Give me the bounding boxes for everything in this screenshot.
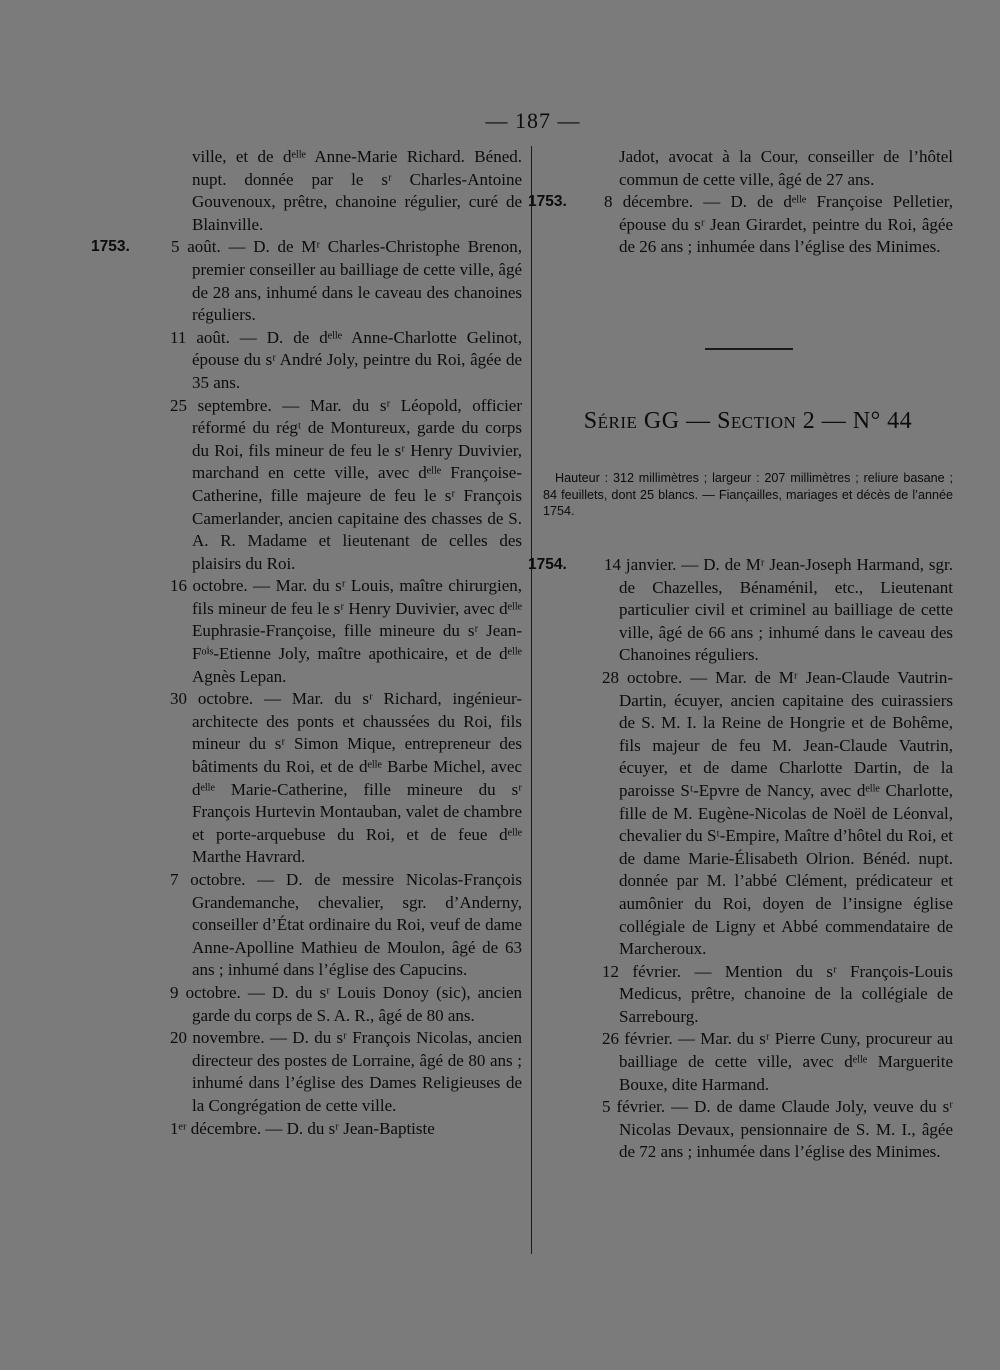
entry — [543, 667, 953, 961]
heading-dash: — — [686, 408, 711, 434]
entry-date: 30 octobre. — [170, 689, 254, 709]
entry-date: 1ᵉʳ décembre. — [170, 1118, 262, 1138]
column-divider — [531, 146, 532, 1254]
entry-text: — D. du sʳ Jean-Baptiste — [265, 1118, 435, 1138]
entry-year: 1753. — [528, 193, 567, 211]
entry-text: — D. de dame Claude Joly, veuve du sʳ Nicolas Devaux, pensionnaire de S. M. I., âgée de 72 ans ; inhumée dans l’église des Minimes. — [619, 1097, 953, 1162]
entry-date: 14 janvier. — [604, 555, 677, 574]
entry-date: 28 octobre. — [602, 667, 683, 687]
entry-date: 5 août. — [171, 237, 221, 257]
entry-date: 25 septembre. — [170, 395, 272, 415]
entry-text: — D. de dᵉˡˡᵉ Françoise Pelletier, épouse du sʳ Jean Girardet, peintre du Roi, âgée de 26 ans ; inhumée dans l’église des Minimes. — [619, 192, 953, 257]
section-rule — [705, 348, 793, 350]
entry — [112, 327, 522, 395]
entry — [112, 1118, 522, 1141]
entry — [543, 961, 953, 1029]
entry-date: 26 février. — [602, 1029, 673, 1049]
series-number: N° 44 — [852, 408, 913, 434]
section-label: Section 2 — [717, 408, 816, 434]
entry-text: — D. du sʳ François Nicolas, ancien directeur des postes de Lorraine, âgé de 80 ans ; inhumé dans l’église des Dames Religieuses de la Congrégation de cette ville. — [192, 1028, 523, 1115]
entry — [543, 1096, 953, 1164]
entry-date: 9 octobre. — [170, 982, 241, 1002]
entry-year: 1754. — [528, 556, 567, 573]
entry — [112, 982, 522, 1027]
entry-year: 1753. — [91, 238, 130, 256]
entry-text: — Mar. du sʳ Richard, ingénieur-architecte des ponts et chaussées du Roi, fils mineur du sʳ Simon Mique, entrepreneur des bâtiments du Roi, et de dᵉˡˡᵉ Barbe Michel, avec dᵉˡˡᵉ Marie-Catherine, fille mineure du sʳ François Hurtevin Montauban, valet de chambre et porte-arquebuse du Roi, et de feue dᵉˡˡᵉ Marthe Havrard. — [192, 689, 522, 867]
entry-text: — D. de Mʳ Jean-Joseph Harmand, sgr. de Chazelles, Bénaménil, etc., Lieutenant particulier civil et criminel au bailliage de cette ville, âgé de 66 ans ; inhumé dans le caveau des Chanoines réguliers. — [619, 555, 953, 665]
entry — [528, 191, 953, 259]
entry — [528, 554, 953, 667]
series-label: Série GG — [583, 408, 680, 434]
entry-date: 7 octobre. — [170, 870, 246, 889]
entry-text: — D. du sʳ Louis Donoy (sic), ancien garde du corps de S. A. R., âgé de 80 ans. — [192, 982, 523, 1025]
entry-date: 20 novembre. — [170, 1028, 265, 1048]
entry-date: 5 février. — [602, 1097, 666, 1117]
entry — [112, 575, 522, 688]
entry — [112, 688, 522, 869]
entry — [91, 236, 522, 326]
right-column-top — [528, 146, 953, 259]
entry — [543, 1028, 953, 1096]
entry-text: — Mar. de Mʳ Jean-Claude Vautrin-Dartin, écuyer, ancien capitaine des cuirassiers de S. M. I. la Reine de Hongrie et de Bohême, fils majeur de feu M. Jean-Claude Vautrin, écuyer, et de dame Charlotte Dartin, de la paroisse Sᵗ-Epvre de Nancy, avec dᵉˡˡᵉ Charlotte, fille de M. Eugène-Nicolas de Noël de Léonval, chevalier du Sᵗ-Empire, Maître d’hôtel du Roi, et de dame Marie-Élisabeth Olrion. Bénéd. nupt. donnée par M. l’abbé Clément, prédicateur et aumônier du Roi, doyen de l’insigne église collégiale de Ligny et Abbé commendataire de Marcheroux. — [619, 667, 953, 959]
entry-text: — Mar. du sʳ Pierre Cuny, procureur au bailliage de cette ville, avec dᵉˡˡᵉ Marguerite Bouxe, dite Harmand. — [619, 1029, 954, 1094]
heading-dash: — — [821, 408, 847, 434]
page-number: — 187 — — [485, 108, 581, 133]
right-column-entries — [528, 554, 954, 1164]
entry-text: — D. de messire Nicolas-François Grandemanche, chevalier, sgr. d’Anderny, conseiller d’État ordinaire du Roi, veuf de dame Anne-Apolline Mathieu de Moulon, âgé de 63 ans ; inhumé dans l’église des Capucins. — [192, 870, 523, 980]
entry-date: 8 décembre. — [604, 192, 694, 212]
register-description: Hauteur : 312 millimètres ; largeur : 207 millimètres ; reliure basane ; 84 feuillets, dont 25 blancs. — Fiançailles, mariages et décès de l’année 1754. — [543, 471, 953, 518]
entry-date: 16 octobre. — [170, 576, 248, 596]
entry-text: — Mention du sʳ François-Louis Medicus, prêtre, chanoine de la collégiale de Sarrebourg. — [619, 961, 953, 1026]
entry-text: — Mar. du sʳ Louis, maître chirurgien, fils mineur de feu le sʳ Henry Duvivier, avec dᵉˡˡᵉ Euphrasie-Françoise, fille mineure du sʳ Jean-Fᵒⁱˢ-Etienne Joly, maître apothicaire, et de dᵉˡˡᵉ Agnès Lepan. — [192, 576, 522, 686]
entry — [112, 395, 522, 576]
continued-entry: ville, et de dᵉˡˡᵉ Anne-Marie Richard. Béned. nupt. donnée par le sʳ Charles-Antoine Gouvenoux, prêtre, chanoine régulier, curé de Blainville. — [192, 147, 522, 234]
entry-text: — D. de dᵉˡˡᵉ Anne-Charlotte Gelinot, épouse du sʳ André Joly, peintre du Roi, âgée de 35 ans. — [192, 327, 523, 392]
entry-text: — Mar. du sʳ Léopold, officier réformé du régᵗ de Montureux, garde du corps du Roi, fils mineur de feu le sʳ Henry Duvivier, marchand en cette ville, avec dᵉˡˡᵉ Françoise-Catherine, fille majeure de feu le sʳ François Camerlander, ancien capitaine des chasses de S. A. R. Madame et lieutenant de celles des plaisirs du Roi. — [192, 395, 523, 573]
entry-date: 12 février. — [602, 961, 682, 981]
series-heading — [543, 408, 953, 435]
left-column — [91, 146, 523, 1140]
continued-entry: Jadot, avocat à la Cour, conseiller de l’hôtel commun de cette ville, âgé de 27 ans. — [619, 147, 953, 189]
entry-date: 11 août. — [170, 327, 230, 347]
entry-text: — D. de Mʳ Charles-Christophe Brenon, premier conseiller au bailliage de cette ville, âgé de 28 ans, inhumé dans le caveau des chanoines réguliers. — [192, 237, 522, 325]
entry — [112, 869, 522, 982]
entry — [112, 1027, 522, 1117]
